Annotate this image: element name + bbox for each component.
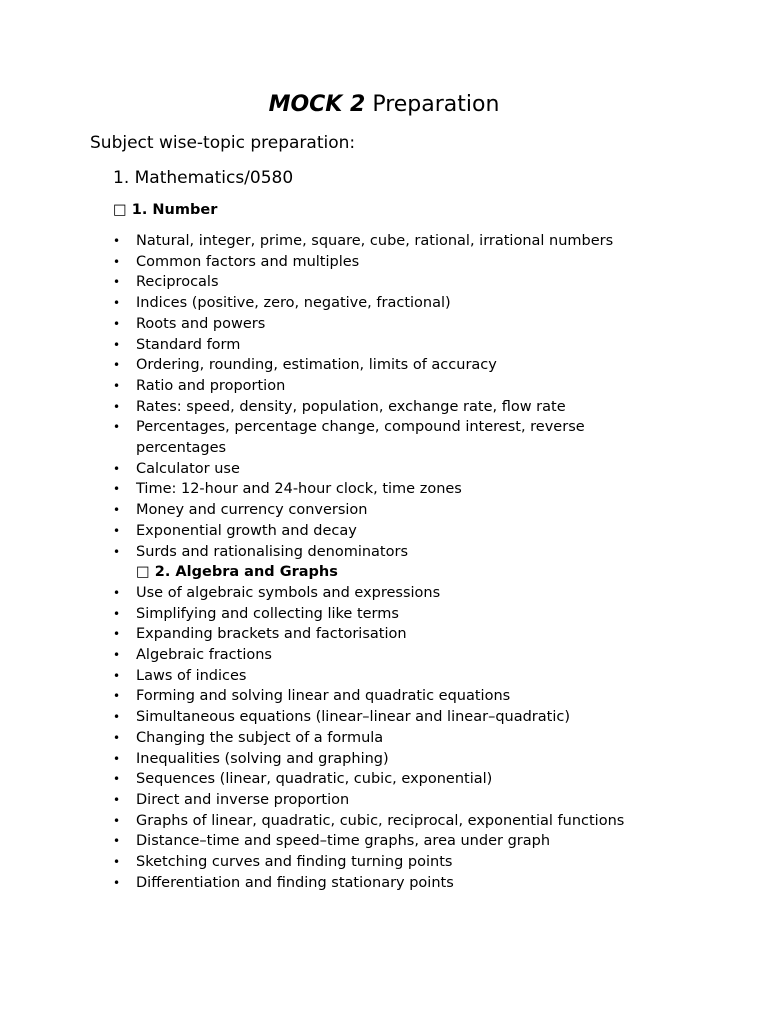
list-item: • Exponential growth and decay bbox=[113, 521, 673, 542]
list-item: • Surds and rationalising denominators bbox=[113, 542, 673, 563]
title-rest: Preparation bbox=[365, 92, 500, 117]
list-item: • Money and currency conversion bbox=[113, 500, 673, 521]
section-heading-number bbox=[113, 200, 217, 221]
list-item: • Algebraic fractions bbox=[113, 645, 673, 666]
section-heading-label: 1. Number bbox=[131, 202, 218, 218]
list-item: • Calculator use bbox=[113, 459, 673, 480]
list-item: • Simplifying and collecting like terms bbox=[113, 604, 673, 625]
list-item: • Ratio and proportion bbox=[113, 376, 673, 397]
list-item: • Forming and solving linear and quadratic equations bbox=[113, 686, 673, 707]
list-item: • Graphs of linear, quadratic, cubic, reciprocal, exponential functions bbox=[113, 811, 673, 832]
list-item: • Rates: speed, density, population, exchange rate, flow rate bbox=[113, 397, 673, 418]
list-item: • Laws of indices bbox=[113, 666, 673, 687]
list-item: • Standard form bbox=[113, 335, 673, 356]
title-emphasis: MOCK 2 bbox=[268, 92, 366, 117]
list-item: • Direct and inverse proportion bbox=[113, 790, 673, 811]
list-item: • Common factors and multiples bbox=[113, 252, 673, 273]
list-item: • Distance–time and speed–time graphs, area under graph bbox=[113, 831, 673, 852]
list-item: • Indices (positive, zero, negative, fractional) bbox=[113, 293, 673, 314]
section-marker-icon: □ bbox=[136, 564, 150, 581]
section-marker-icon: □ bbox=[113, 202, 127, 218]
list-item: • Ordering, rounding, estimation, limits of accuracy bbox=[113, 355, 673, 376]
list-item: • Inequalities (solving and graphing) bbox=[113, 749, 673, 770]
page-subtitle: Subject wise-topic preparation: bbox=[90, 133, 356, 153]
subject-heading: 1. Mathematics/0580 bbox=[113, 168, 294, 188]
list-item: • Expanding brackets and factorisation bbox=[113, 624, 673, 645]
list-item: • Percentages, percentage change, compound interest, reverse percentages bbox=[113, 417, 673, 458]
list-item: • Sketching curves and finding turning points bbox=[113, 852, 673, 873]
page-title bbox=[0, 90, 768, 120]
list-item: • Natural, integer, prime, square, cube, rational, irrational numbers bbox=[113, 231, 673, 252]
section-heading-label: 2. Algebra and Graphs bbox=[154, 564, 338, 581]
section-heading-algebra bbox=[113, 562, 673, 583]
list-item: • Simultaneous equations (linear–linear and linear–quadratic) bbox=[113, 707, 673, 728]
topic-list bbox=[113, 231, 673, 894]
list-item: • Changing the subject of a formula bbox=[113, 728, 673, 749]
list-item: • Sequences (linear, quadratic, cubic, exponential) bbox=[113, 769, 673, 790]
list-item: • Use of algebraic symbols and expressions bbox=[113, 583, 673, 604]
list-item: • Reciprocals bbox=[113, 272, 673, 293]
list-item: • Roots and powers bbox=[113, 314, 673, 335]
list-item: • Time: 12-hour and 24-hour clock, time zones bbox=[113, 479, 673, 500]
list-item: • Differentiation and finding stationary points bbox=[113, 873, 673, 894]
